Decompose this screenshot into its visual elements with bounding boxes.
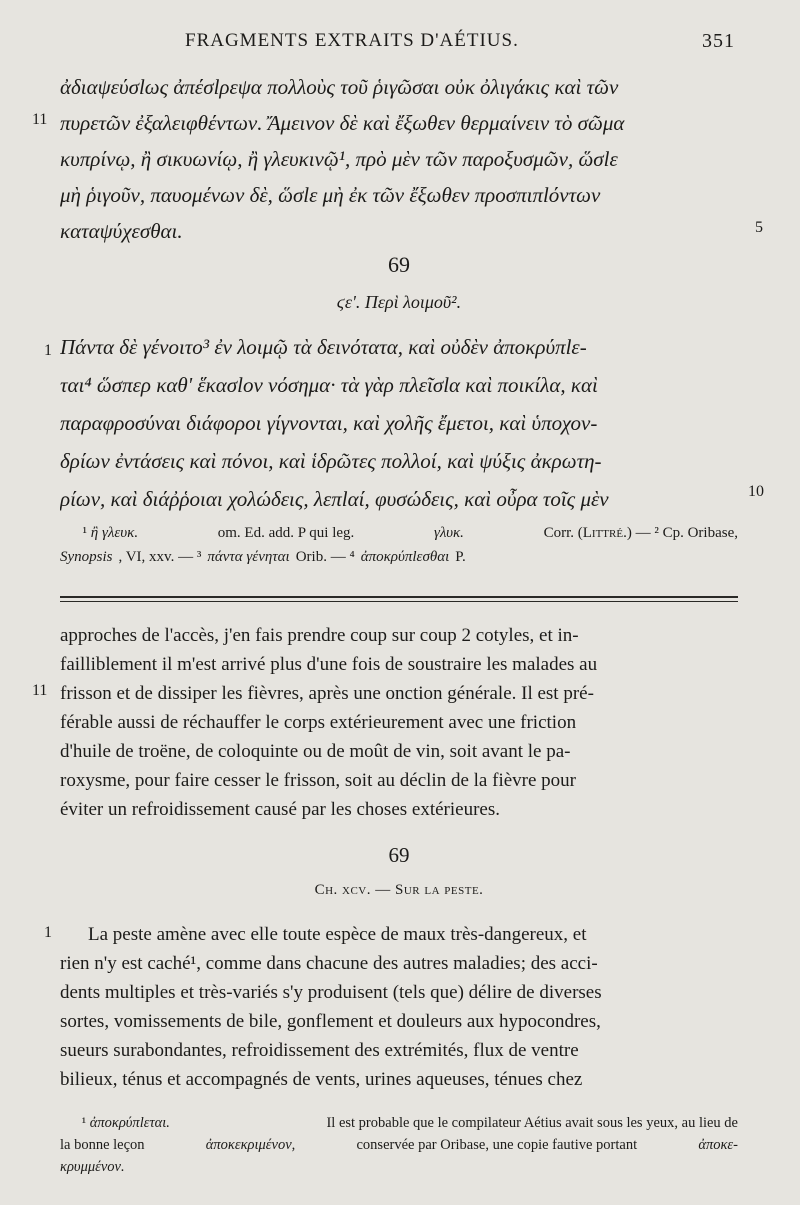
page-number: 351 xyxy=(702,30,735,52)
french-line: dents multiples et très-variés s'y produisent (tels que) délire de diverses xyxy=(60,982,602,1003)
greek-line: δρίων ἐντάσεις καὶ πόνοι, καὶ ἱδρῶτες πολλοί, καὶ ψύξις ἀκρωτη- xyxy=(60,449,602,473)
french-line: frisson et de dissiper les fièvres, après une onction générale. Il est pré- xyxy=(60,683,594,704)
greek-line: μὴ ῥιγοῦν, παυομένων δὲ, ὥσlε μὴ ἐκ τῶν ἔξωθεν προσπιπlόντων xyxy=(60,183,601,207)
greek-line: κυπρίνῳ, ἢ σικυωνίῳ, ἢ γλευκινῷ¹, πρὸ μὲν τῶν παροξυσμῶν, ὥσlε xyxy=(60,147,618,171)
french-line: d'huile de troëne, de coloquinte ou de moût de vin, soit avant le pa- xyxy=(60,741,571,762)
margin-line-number: 11 xyxy=(32,682,48,699)
greek-line: Πάντα δὲ γένοιτο³ ἐν λοιμῷ τὰ δεινότατα, καὶ οὐδὲν ἀποκρύπlε- xyxy=(60,335,587,359)
margin-line-number: 5 xyxy=(755,219,763,236)
footnote-line: Synopsis , VI, xxv. — ³ πάντα γένηται Orib. — ⁴ ἀποκρύπlεσθαι P. xyxy=(60,549,466,565)
french-line: sortes, vomissements de bile, gonflement et douleurs aux hypocondres, xyxy=(60,1011,601,1032)
french-line: férable aussi de réchauffer le corps extérieurement avec une friction xyxy=(60,712,577,733)
footnote-line: la bonne leçon ἀποκεκριμένον, conservée par Oribase, une copie fautive portant ἀποκε- xyxy=(60,1137,738,1153)
french-section-number: 69 xyxy=(388,843,410,867)
french-line: roxysme, pour faire cesser le frisson, soit au déclin de la fièvre pour xyxy=(60,770,576,791)
greek-line: παραφροσύναι διάφοροι γίγνονται, καὶ χολῆς ἔμετοι, καὶ ὑποχον- xyxy=(60,411,598,435)
footnote-line: ¹ ἀποκρύπlεται. Il est probable que le compilateur Aétius avait sous les yeux, au lieu de xyxy=(81,1115,738,1131)
greek-footnotes xyxy=(60,521,738,569)
french-line: sueurs surabondantes, refroidissement des extrémités, flux de ventre xyxy=(60,1040,579,1061)
french-line: approches de l'accès, j'en fais prendre coup sur coup 2 cotyles, et in- xyxy=(60,625,579,646)
greek-line: πυρετῶν ἐξαλειφθέντων. Ἄμεινον δὲ καὶ ἔξωθεν θερμαίνειν τὸ σῶμα xyxy=(60,111,625,135)
greek-line: καταψύχεσθαι. xyxy=(60,219,183,243)
french-footnotes xyxy=(60,1112,738,1178)
margin-line-number: 1 xyxy=(44,924,52,941)
separator-rule xyxy=(60,596,738,598)
french-section-title: Ch. xcv. — Sur la peste. xyxy=(314,882,484,898)
greek-section-number: 69 xyxy=(388,252,410,277)
greek-line: ρίων, καὶ διάῤῥοιαι χολώδεις, λεπlαί, φυσώδεις, καὶ οὖρα τοῖς μὲν xyxy=(60,487,609,511)
running-title: FRAGMENTS EXTRAITS D'AÉTIUS. xyxy=(185,30,519,51)
running-header xyxy=(185,30,735,62)
footnote-line: κρυμμένον. xyxy=(60,1159,125,1175)
greek-line: ται⁴ ὥσπερ καθ' ἕκασlον νόσημα· τὰ γὰρ πλεῖσlα καὶ ποικίλα, καὶ xyxy=(60,373,598,397)
french-line: La peste amène avec elle toute espèce de maux très-dangereux, et xyxy=(88,924,587,945)
separator-rule xyxy=(60,601,738,602)
french-line: failliblement il m'est arrivé plus d'une fois de soustraire les malades au xyxy=(60,654,598,675)
greek-section-title: ϛε'. Περὶ λοιμοῦ². xyxy=(336,292,462,312)
footnote-line: ¹ ἢ γλευκ. om. Ed. add. P qui leg. γλυκ. Corr. (Littré.) — ² Cp. Oribase, xyxy=(82,525,738,541)
margin-line-number: 1 xyxy=(44,342,52,359)
margin-line-number: 10 xyxy=(748,483,764,500)
french-line: éviter un refroidissement causé par les choses extérieures. xyxy=(60,799,500,820)
greek-line: ἀδιαψεύσlως ἀπέσlρεψα πολλοὺς τοῦ ῥιγῶσαι οὐκ ὀλιγάκις καὶ τῶν xyxy=(60,75,619,99)
margin-line-number: 11 xyxy=(32,111,48,128)
french-line: rien n'y est caché¹, comme dans chacune des autres maladies; des acci- xyxy=(60,953,598,974)
french-line: bilieux, ténus et accompagnés de vents, urines aqueuses, ténues chez xyxy=(60,1069,583,1090)
